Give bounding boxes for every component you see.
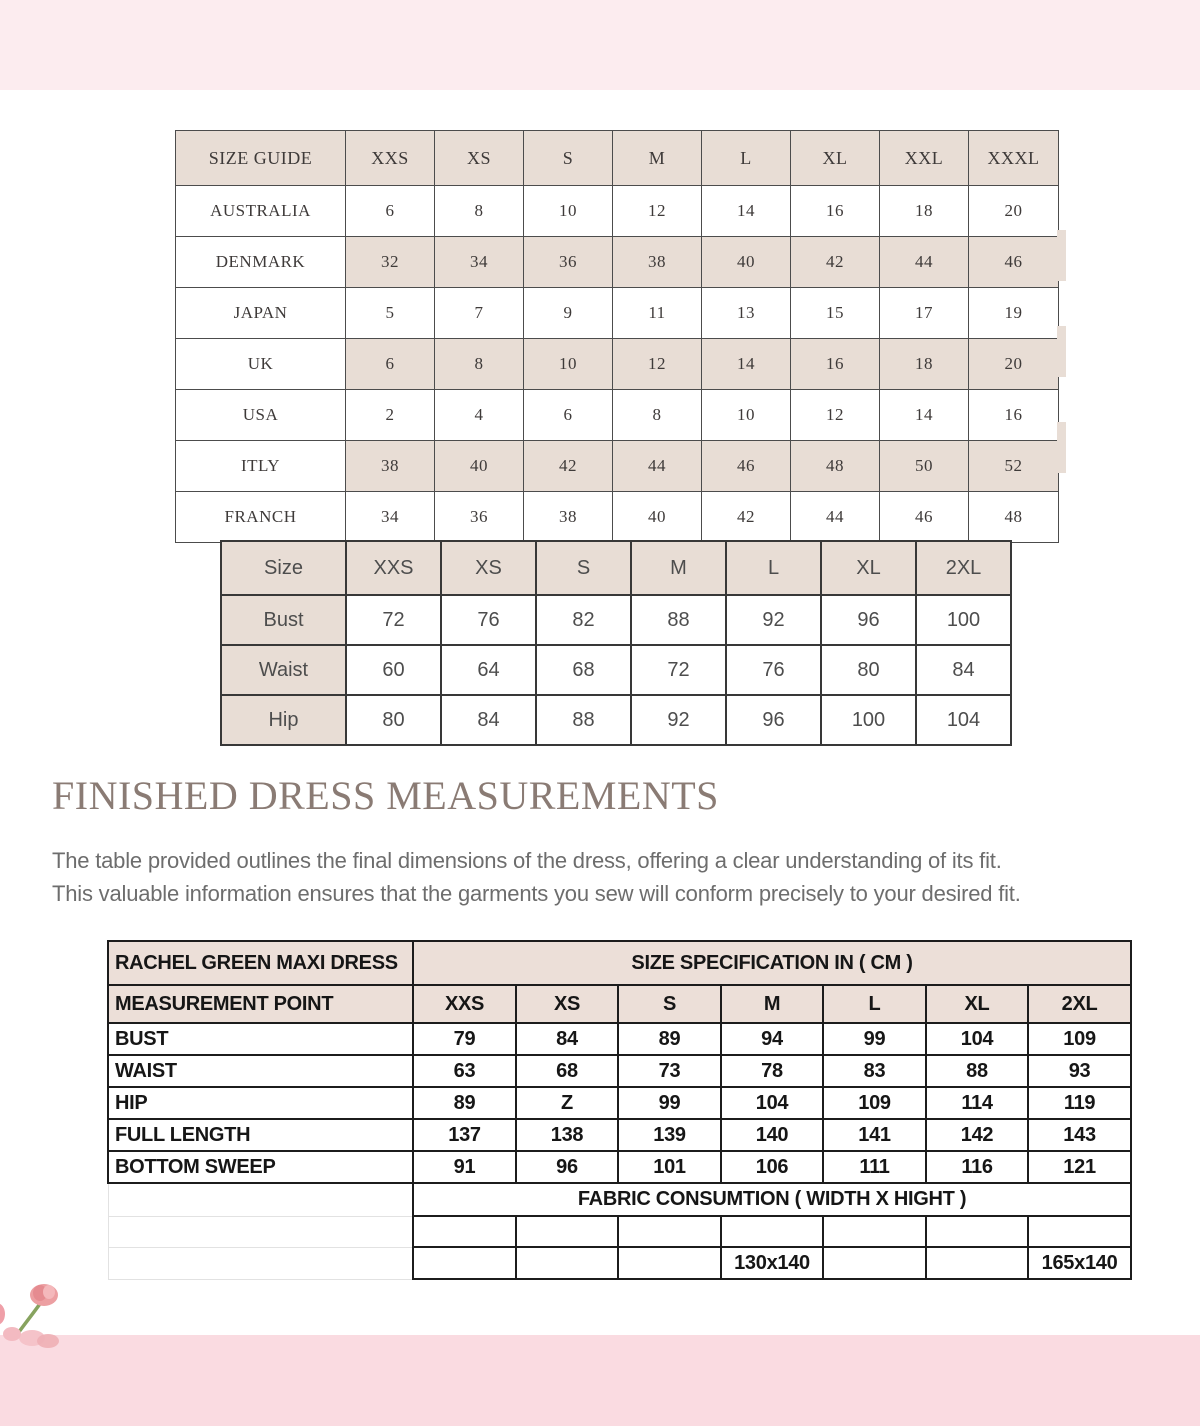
- value-cell: 46: [702, 441, 791, 492]
- value-cell: 13: [702, 288, 791, 339]
- value-cell: 16: [791, 186, 880, 237]
- fabric-value-cell: [926, 1247, 1028, 1279]
- column-header-cell: M: [721, 985, 823, 1023]
- column-header-cell: XXL: [880, 131, 969, 186]
- international-size-table: [175, 130, 1059, 543]
- value-cell: 2: [346, 390, 435, 441]
- fabric-consumption-header-cell: FABRIC CONSUMTION ( WIDTH X HIGHT ): [413, 1183, 1131, 1216]
- value-cell: 16: [791, 339, 880, 390]
- value-cell: 137: [413, 1119, 516, 1151]
- fabric-row: [108, 1247, 1131, 1279]
- value-cell: 34: [435, 237, 524, 288]
- value-cell: 92: [631, 695, 726, 745]
- value-cell: 64: [441, 645, 536, 695]
- row-label-cell: ITLY: [176, 441, 346, 492]
- value-cell: 104: [926, 1023, 1028, 1055]
- column-header-cell: S: [618, 985, 721, 1023]
- row-shading-overhang-uk: [1057, 326, 1066, 377]
- table-row: [176, 492, 1059, 543]
- value-cell: 100: [821, 695, 916, 745]
- value-cell: 12: [791, 390, 880, 441]
- value-cell: 109: [823, 1087, 926, 1119]
- value-cell: 42: [791, 237, 880, 288]
- empty-cell: [108, 1183, 413, 1216]
- value-cell: 68: [536, 645, 631, 695]
- value-cell: 32: [346, 237, 435, 288]
- bottom-pink-band: [0, 1335, 1200, 1426]
- value-cell: 6: [346, 186, 435, 237]
- value-cell: 36: [435, 492, 524, 543]
- column-header-cell: M: [631, 541, 726, 595]
- flower-petal: [37, 1334, 59, 1348]
- row-shading-overhang-denmark: [1057, 230, 1066, 281]
- value-cell: 42: [524, 441, 613, 492]
- value-cell: 91: [413, 1151, 516, 1183]
- value-cell: 78: [721, 1055, 823, 1087]
- table-row: [176, 237, 1059, 288]
- value-cell: 44: [613, 441, 702, 492]
- section-heading: FINISHED DRESS MEASUREMENTS: [52, 773, 719, 818]
- section-paragraph: [52, 844, 1182, 911]
- value-cell: 6: [346, 339, 435, 390]
- value-cell: 48: [969, 492, 1059, 543]
- row-label-cell: AUSTRALIA: [176, 186, 346, 237]
- value-cell: 40: [613, 492, 702, 543]
- size-header-row: [108, 985, 1131, 1023]
- fabric-value-cell: 130x140: [721, 1247, 823, 1279]
- row-label-cell: BUST: [108, 1023, 413, 1055]
- measurement-row: [108, 1151, 1131, 1183]
- column-header-cell: L: [823, 985, 926, 1023]
- fabric-value-cell: [516, 1216, 618, 1247]
- table-row: [176, 288, 1059, 339]
- table-row: [221, 695, 1011, 745]
- header-row: [176, 131, 1059, 186]
- value-cell: 63: [413, 1055, 516, 1087]
- measurement-row: [108, 1055, 1131, 1087]
- value-cell: 19: [969, 288, 1059, 339]
- value-cell: 84: [516, 1023, 618, 1055]
- value-cell: 11: [613, 288, 702, 339]
- column-header-cell: XXS: [413, 985, 516, 1023]
- column-header-cell: XXXL: [969, 131, 1059, 186]
- value-cell: 121: [1028, 1151, 1131, 1183]
- fabric-value-cell: [823, 1247, 926, 1279]
- value-cell: 114: [926, 1087, 1028, 1119]
- table-row: [176, 339, 1059, 390]
- fabric-value-cell: [516, 1247, 618, 1279]
- column-header-cell: XL: [821, 541, 916, 595]
- column-header-cell: 2XL: [916, 541, 1011, 595]
- value-cell: 12: [613, 186, 702, 237]
- value-cell: 94: [721, 1023, 823, 1055]
- value-cell: 93: [1028, 1055, 1131, 1087]
- value-cell: 44: [791, 492, 880, 543]
- column-header-cell: 2XL: [1028, 985, 1131, 1023]
- row-label-cell: FULL LENGTH: [108, 1119, 413, 1151]
- value-cell: 109: [1028, 1023, 1131, 1055]
- value-cell: 12: [613, 339, 702, 390]
- value-cell: 96: [726, 695, 821, 745]
- value-cell: 44: [880, 237, 969, 288]
- table-row: [176, 390, 1059, 441]
- value-cell: 100: [916, 595, 1011, 645]
- value-cell: 82: [536, 595, 631, 645]
- value-cell: 38: [613, 237, 702, 288]
- spec-header-row: [108, 941, 1131, 985]
- row-label-cell: FRANCH: [176, 492, 346, 543]
- value-cell: 5: [346, 288, 435, 339]
- value-cell: 104: [721, 1087, 823, 1119]
- row-shading-overhang-itly: [1057, 422, 1066, 473]
- value-cell: 96: [821, 595, 916, 645]
- row-label-cell: Hip: [221, 695, 346, 745]
- flower-decoration: [0, 1282, 68, 1350]
- column-header-cell: S: [524, 131, 613, 186]
- value-cell: 18: [880, 339, 969, 390]
- value-cell: 16: [969, 390, 1059, 441]
- table-row: [221, 645, 1011, 695]
- value-cell: 111: [823, 1151, 926, 1183]
- value-cell: 40: [702, 237, 791, 288]
- column-header-cell: XS: [435, 131, 524, 186]
- value-cell: 79: [413, 1023, 516, 1055]
- value-cell: 18: [880, 186, 969, 237]
- value-cell: 72: [631, 645, 726, 695]
- value-cell: 46: [969, 237, 1059, 288]
- column-header-cell: L: [726, 541, 821, 595]
- value-cell: 42: [702, 492, 791, 543]
- measurement-row: [108, 1119, 1131, 1151]
- value-cell: 10: [524, 186, 613, 237]
- value-cell: Z: [516, 1087, 618, 1119]
- value-cell: 89: [618, 1023, 721, 1055]
- value-cell: 138: [516, 1119, 618, 1151]
- table-title-cell: SIZE GUIDE: [176, 131, 346, 186]
- fabric-row: [108, 1216, 1131, 1247]
- column-header-cell: XS: [516, 985, 618, 1023]
- value-cell: 10: [524, 339, 613, 390]
- value-cell: 34: [346, 492, 435, 543]
- fabric-value-cell: [618, 1216, 721, 1247]
- value-cell: 40: [435, 441, 524, 492]
- value-cell: 142: [926, 1119, 1028, 1151]
- value-cell: 48: [791, 441, 880, 492]
- corner-label-cell: Size: [221, 541, 346, 595]
- value-cell: 104: [916, 695, 1011, 745]
- value-cell: 106: [721, 1151, 823, 1183]
- fabric-value-cell: [721, 1216, 823, 1247]
- value-cell: 8: [435, 339, 524, 390]
- fabric-header-row: [108, 1183, 1131, 1216]
- fabric-value-cell: [823, 1216, 926, 1247]
- value-cell: 6: [524, 390, 613, 441]
- spec-title-cell: SIZE SPECIFICATION IN ( CM ): [413, 941, 1131, 985]
- measurement-row: [108, 1087, 1131, 1119]
- fabric-value-cell: [413, 1247, 516, 1279]
- fabric-value-cell: 165x140: [1028, 1247, 1131, 1279]
- column-header-cell: XL: [926, 985, 1028, 1023]
- product-name-cell: RACHEL GREEN MAXI DRESS: [108, 941, 413, 985]
- row-label-cell: Waist: [221, 645, 346, 695]
- value-cell: 88: [536, 695, 631, 745]
- row-label-cell: DENMARK: [176, 237, 346, 288]
- value-cell: 140: [721, 1119, 823, 1151]
- measurement-point-cell: MEASUREMENT POINT: [108, 985, 413, 1023]
- row-label-cell: JAPAN: [176, 288, 346, 339]
- row-label-cell: WAIST: [108, 1055, 413, 1087]
- row-label-cell: Bust: [221, 595, 346, 645]
- value-cell: 14: [702, 339, 791, 390]
- value-cell: 99: [618, 1087, 721, 1119]
- value-cell: 14: [702, 186, 791, 237]
- row-label-cell: UK: [176, 339, 346, 390]
- flower-petal: [0, 1303, 5, 1325]
- column-header-cell: M: [613, 131, 702, 186]
- fabric-value-cell: [926, 1216, 1028, 1247]
- column-header-cell: XL: [791, 131, 880, 186]
- table-row: [221, 595, 1011, 645]
- fabric-value-cell: [1028, 1216, 1131, 1247]
- value-cell: 50: [880, 441, 969, 492]
- top-pink-band: [0, 0, 1200, 90]
- column-header-cell: XS: [441, 541, 536, 595]
- value-cell: 88: [926, 1055, 1028, 1087]
- value-cell: 20: [969, 339, 1059, 390]
- value-cell: 89: [413, 1087, 516, 1119]
- value-cell: 88: [631, 595, 726, 645]
- paragraph-line-2: This valuable information ensures that the garments you sew will conform precisely to your desired fit.: [52, 881, 1021, 907]
- row-label-cell: USA: [176, 390, 346, 441]
- value-cell: 46: [880, 492, 969, 543]
- empty-cell: [108, 1216, 413, 1247]
- header-row: [221, 541, 1011, 595]
- row-label-cell: HIP: [108, 1087, 413, 1119]
- value-cell: 38: [346, 441, 435, 492]
- value-cell: 80: [821, 645, 916, 695]
- value-cell: 116: [926, 1151, 1028, 1183]
- value-cell: 76: [441, 595, 536, 645]
- empty-cell: [108, 1247, 413, 1279]
- value-cell: 7: [435, 288, 524, 339]
- column-header-cell: XXS: [346, 131, 435, 186]
- dress-spec-table: [107, 940, 1132, 1280]
- value-cell: 92: [726, 595, 821, 645]
- value-cell: 20: [969, 186, 1059, 237]
- flower-bud-highlight: [43, 1285, 55, 1299]
- value-cell: 76: [726, 645, 821, 695]
- value-cell: 80: [346, 695, 441, 745]
- measurement-row: [108, 1023, 1131, 1055]
- paragraph-line-1: The table provided outlines the final dimensions of the dress, offering a clear understanding of its fit.: [52, 848, 1002, 873]
- value-cell: 38: [524, 492, 613, 543]
- value-cell: 15: [791, 288, 880, 339]
- value-cell: 8: [435, 186, 524, 237]
- column-header-cell: XXS: [346, 541, 441, 595]
- column-header-cell: S: [536, 541, 631, 595]
- value-cell: 68: [516, 1055, 618, 1087]
- flower-petal: [3, 1327, 21, 1341]
- column-header-cell: L: [702, 131, 791, 186]
- table-row: [176, 186, 1059, 237]
- value-cell: 17: [880, 288, 969, 339]
- value-cell: 83: [823, 1055, 926, 1087]
- value-cell: 141: [823, 1119, 926, 1151]
- value-cell: 101: [618, 1151, 721, 1183]
- fabric-value-cell: [618, 1247, 721, 1279]
- value-cell: 84: [441, 695, 536, 745]
- value-cell: 52: [969, 441, 1059, 492]
- value-cell: 139: [618, 1119, 721, 1151]
- value-cell: 14: [880, 390, 969, 441]
- value-cell: 73: [618, 1055, 721, 1087]
- value-cell: 96: [516, 1151, 618, 1183]
- body-measurement-table: [220, 540, 1012, 746]
- value-cell: 143: [1028, 1119, 1131, 1151]
- value-cell: 36: [524, 237, 613, 288]
- value-cell: 99: [823, 1023, 926, 1055]
- value-cell: 72: [346, 595, 441, 645]
- value-cell: 9: [524, 288, 613, 339]
- table-row: [176, 441, 1059, 492]
- fabric-value-cell: [413, 1216, 516, 1247]
- value-cell: 84: [916, 645, 1011, 695]
- value-cell: 60: [346, 645, 441, 695]
- value-cell: 8: [613, 390, 702, 441]
- value-cell: 119: [1028, 1087, 1131, 1119]
- value-cell: 4: [435, 390, 524, 441]
- row-label-cell: BOTTOM SWEEP: [108, 1151, 413, 1183]
- value-cell: 10: [702, 390, 791, 441]
